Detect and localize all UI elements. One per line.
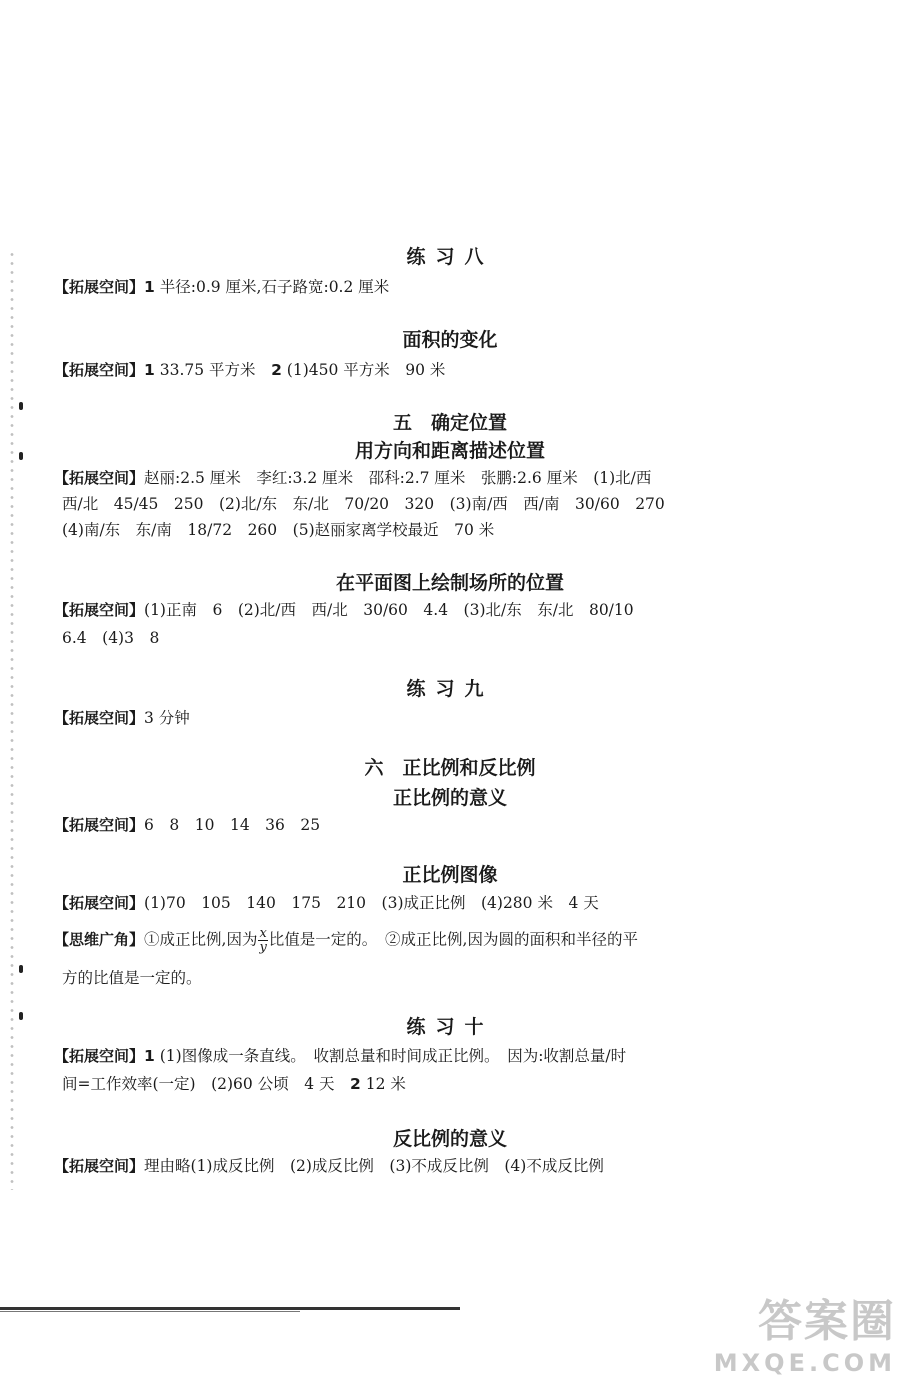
tag-label: 【思维广角】	[54, 930, 145, 949]
section-title: 反比例的意义	[392, 1128, 507, 1150]
tag-label: 【拓展空间】	[54, 1047, 145, 1065]
answer-text: 赵丽:2.5 厘米 李红:3.2 厘米 邵科:2.7 厘米 张鹏:2.6 厘米 (1)北/西	[144, 469, 652, 487]
section-title: 用方向和距离描述位置	[354, 440, 545, 462]
answer-line	[54, 1154, 604, 1178]
question-number: 1	[144, 278, 155, 296]
answer-line: (4)南/东 东/南 18/72 260 (5)赵丽家离学校最近 70 米	[62, 521, 495, 539]
binding-mark	[19, 402, 23, 410]
answer-line	[54, 927, 638, 954]
answer-line	[54, 358, 445, 382]
tag-label: 【拓展空间】	[54, 816, 145, 834]
section-title: 正比例图像	[402, 864, 498, 886]
answer-text: 理由略(1)成反比例 (2)成反比例 (3)不成反比例 (4)不成反比例	[144, 1157, 604, 1175]
section-title: 在平面图上绘制场所的位置	[335, 572, 564, 594]
fraction-numerator: x	[259, 926, 267, 941]
watermark-url: MXQE.COM	[713, 1349, 896, 1377]
answer-text: 比值是一定的。 ②成正比例,因为圆的面积和半径的平	[268, 930, 638, 949]
answer-text: 3 分钟	[144, 709, 190, 727]
tag-label: 【拓展空间】	[54, 709, 145, 727]
tag-label: 【拓展空间】	[54, 1157, 145, 1175]
answer-text: (1)图像成一条直线。 收割总量和时间成正比例。 因为:收割总量/时	[154, 1047, 627, 1065]
answer-line	[54, 466, 651, 490]
fraction-denominator: y	[259, 940, 267, 955]
section-title: 面积的变化	[402, 329, 498, 351]
answer-text: (1)正南 6 (2)北/西 西/北 30/60 4.4 (3)北/东 东/北 80/10	[144, 601, 634, 619]
answer-text: (1)450 平方米 90 米	[281, 361, 446, 379]
answer-text: 12 米	[360, 1075, 406, 1093]
question-number: 2	[350, 1075, 361, 1093]
tag-label: 【拓展空间】	[54, 601, 145, 619]
question-number: 1	[144, 1047, 155, 1065]
section-title: 正比例的意义	[392, 787, 507, 809]
answer-line	[54, 598, 634, 622]
answer-text: 间=工作效率(一定) (2)60 公顷 4 天	[62, 1075, 335, 1093]
bottom-rule	[0, 1307, 460, 1310]
answer-line: 西/北 45/45 250 (2)北/东 东/北 70/20 320 (3)南/西 西/南 30/60 270	[62, 495, 665, 513]
answer-line: 方的比值是一定的。	[62, 969, 202, 987]
answer-text: ①成正比例,因为	[144, 930, 258, 949]
binding-dots	[8, 250, 16, 1190]
chapter-title: 六 正比例和反比例	[364, 757, 536, 779]
tag-label: 【拓展空间】	[54, 894, 145, 912]
answer-line	[54, 275, 389, 299]
watermark-logo	[696, 1296, 896, 1386]
tag-label: 【拓展空间】	[54, 278, 145, 296]
answer-text: 6 8 10 14 36 25	[144, 816, 321, 834]
question-number: 1	[144, 361, 155, 379]
section-title: 练习九	[406, 678, 494, 700]
bottom-rule-thin	[0, 1311, 300, 1312]
answer-text: 半径:0.9 厘米,石子路宽:0.2 厘米	[154, 278, 390, 296]
answer-line	[62, 1072, 406, 1096]
answer-line	[54, 891, 599, 915]
section-title: 练习八	[406, 246, 494, 268]
section-title: 练习十	[406, 1016, 494, 1038]
answer-line	[54, 706, 190, 730]
binding-mark	[19, 965, 23, 973]
answer-line: 6.4 (4)3 8	[62, 629, 160, 647]
answer-line	[54, 813, 320, 837]
tag-label: 【拓展空间】	[54, 469, 145, 487]
tag-label: 【拓展空间】	[54, 361, 145, 379]
answer-text: 33.75 平方米	[154, 361, 256, 379]
answer-line	[54, 1044, 626, 1068]
question-number: 2	[271, 361, 282, 379]
answer-text: (1)70 105 140 175 210 (3)成正比例 (4)280 米 4 天	[144, 894, 599, 912]
fraction	[258, 927, 267, 954]
watermark-text: 答案圈	[758, 1296, 896, 1347]
chapter-title: 五 确定位置	[392, 412, 507, 434]
